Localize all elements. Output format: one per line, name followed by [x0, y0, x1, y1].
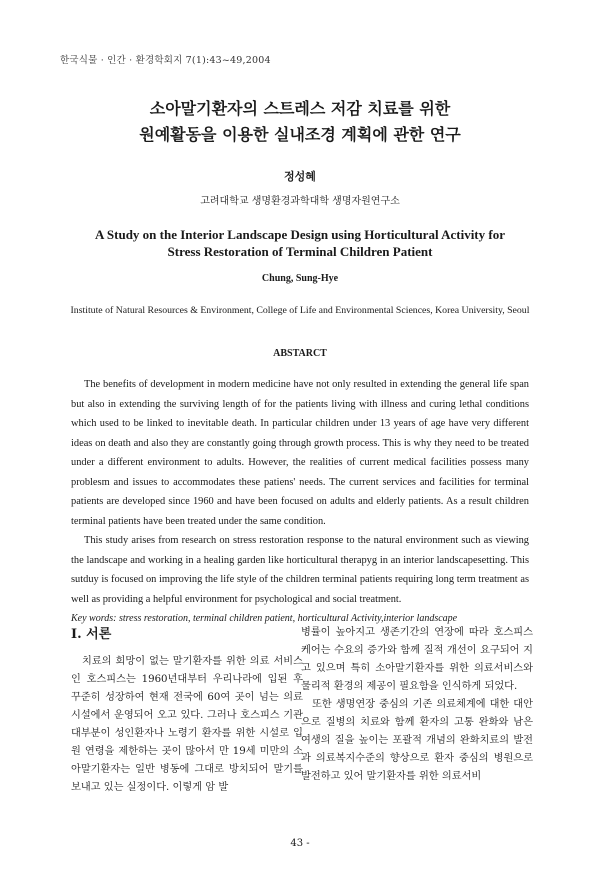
left-column	[71, 625, 303, 797]
right-column-paragraph-2: 또한 생명연장 중심의 기존 의료체계에 대한 대안으로 질병의 치료와 함께 환자의 고통 완화와 남은 여생의 질을 높이는 포괄적 개념의 완화치료의 발전과 의료복지수준의 향상으로 환자 중심의 병원으로 발전하고 있어 말기환자를 위한 의료서비	[301, 699, 533, 782]
right-column-paragraph-1: 병률이 높아지고 생존기간의 연장에 따라 호스피스 케어는 수요의 증가와 함께 질적 개선이 요구되어 지고 있으며 특히 소아말기환자를 위한 의료서비스와 물리적 환경의 제공이 필요함을 인식하게 되었다.	[301, 627, 533, 692]
english-title-line-2: Stress Restoration of Terminal Children Patient	[167, 244, 433, 259]
english-affiliation: Institute of Natural Resources & Environment, College of Life and Environmental Sciences, Korea University, Seoul	[70, 305, 530, 316]
keywords: Key words: stress restoration, terminal children patient, horticultural Activity,interior landscape	[71, 613, 458, 624]
abstract-paragraph-2: This study arises from research on stress restoration response to the natural environment such as viewing the landscape and working in a healing garden like horticultural therapyg in an interior landscapesetting. This sutduy is focused on improving the life style of the children terminal patients requiring long term treatment as well as providing a helpful environment for psychological and social treatment.	[71, 535, 529, 605]
korean-title-line-1: 소아말기환자의 스트레스 저감 치료를 위한	[149, 99, 451, 118]
korean-title-line-2: 원예활동을 이용한 실내조경 계획에 관한 연구	[139, 125, 461, 144]
abstract-body	[71, 375, 529, 629]
english-title	[0, 226, 600, 260]
right-column	[301, 624, 533, 786]
abstract-heading: ABSTARCT	[273, 348, 327, 359]
korean-affiliation: 고려대학교 생명환경과학대학 생명자원연구소	[200, 196, 400, 207]
abstract-paragraph-1: The benefits of development in modern medicine have not only resulted in extending the general life span but also in extending the surviving length of for the patients living with illness and curing lethal conditions which used to be linked to inevitable death. In particular children under 13 years of age have very different ideas on death and also they are constantly going through growth process. This is why they need to be treated under a different environment to adults. However, the realities of current medical facilities possess many problesm and issues to accommodates these patiens' needs. The current services and facilities for terminal patients are developed since 1960 and have been focused on adults and elderly patients. As a result children terminal patients have been treated under the same condition.	[71, 379, 529, 527]
journal-reference: 한국식물 · 인간 · 환경학회지 7(1):43~49,2004	[60, 55, 271, 66]
section-heading-introduction: I. 서론	[71, 627, 112, 642]
english-author: Chung, Sung-Hye	[261, 273, 339, 284]
korean-author: 정성혜	[284, 170, 316, 183]
korean-title	[0, 96, 600, 148]
english-title-line-1: A Study on the Interior Landscape Design using Horticultural Activity for	[94, 227, 505, 242]
page-number: 43 -	[290, 838, 310, 849]
left-column-paragraph: 치료의 희망이 없는 말기환자를 위한 의료 서비스인 호스피스는 1960년대부터 우리나라에 입된 후 꾸준히 성장하여 현재 전국에 60여 곳이 넘는 의료시설에서 운영되어 오고 있다. 그러나 호스피스 기관 대부분이 성인환자나 노령기 환자를 위한 시설로 입원 연령을 제한하는 곳이 많아서 만 19세 미만의 소아말기환자는 일반 병동에 그대로 방치되어 말기를 보내고 있는 실정이다. 이렇게 암 발	[71, 656, 303, 793]
